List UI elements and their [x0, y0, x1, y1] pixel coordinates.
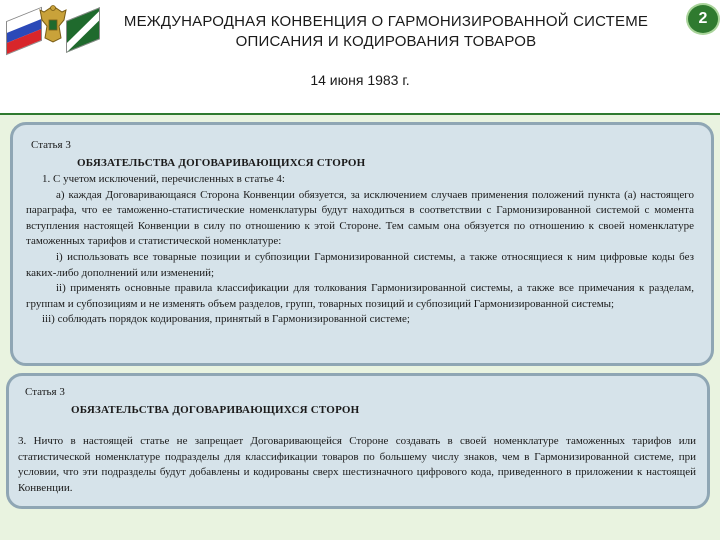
title-line-1: МЕЖДУНАРОДНАЯ КОНВЕНЦИЯ О ГАРМОНИЗИРОВАННОЙ СИСТЕМЕ [123, 13, 649, 30]
paragraph-a: а) каждая Договаривающаяся Сторона Конвенции обязуется, за исключением случаев применения положений пункта (а) настоящего параграфа, что ее таможенно-статистические номенклатуры будут находиться в соответствии с Гармонизированной системой с момента вступления настоящей Конвенции в силу по отношению к этой Стороне. Тем самым она обязуется по отношению к своей номенклатуре таможенных тарифов и статистической номенклатуре: [26, 188, 694, 248]
article-panel-2 [6, 373, 710, 509]
page-number-badge: 2 [686, 3, 720, 35]
document-date: 14 июня 1983 г. [310, 72, 410, 88]
paragraph-1: 1. С учетом исключений, перечисленных в статье 4: [42, 173, 285, 185]
customs-flag-icon [66, 7, 100, 53]
header [0, 0, 720, 114]
article-panel-1 [10, 122, 714, 366]
article-heading: ОБЯЗАТЕЛЬСТВА ДОГОВАРИВАЮЩИХСЯ СТОРОН [71, 404, 360, 416]
article-heading: ОБЯЗАТЕЛЬСТВА ДОГОВАРИВАЮЩИХСЯ СТОРОН [77, 157, 366, 169]
paragraph-i: i) использовать все товарные позиции и субпозиции Гармонизированной системы, а также относящиеся к ним цифровые коды без каких-либо дополнений или изменений; [26, 250, 694, 279]
article-body [26, 172, 694, 328]
paragraph-ii: ii) применять основные правила классификации для толкования Гармонизированной системы, а также все примечания к разделам, группам и субпозициям и не изменять объем разделов, групп, товарных позиций и субпозиций Гармонизированной системы; [26, 282, 694, 310]
paragraph-iii: iii) соблюдать порядок кодирования, принятый в Гармонизированной системе; [42, 313, 410, 326]
paragraph-3: 3. Ничто в настоящей статье не запрещает Договаривающейся Стороне создавать в своей номенклатуре таможенных тарифов или статистической номенклатуре подразделы для классификации товаров по большему числу знаков, чем в Гармонизированной системе, при условии, что эти подразделы будут добавлены и кодированы сверх шестизначного цифрового кода, приведенного в приложении к настоящей Конвенции. [18, 435, 696, 494]
title-line-2: ОПИСАНИЯ И КОДИРОВАНИЯ ТОВАРОВ [235, 33, 537, 50]
article-label: Статья 3 [31, 139, 71, 151]
emblem-icon [36, 2, 70, 46]
article-body [18, 434, 696, 496]
page-title [96, 12, 676, 52]
article-label: Статья 3 [25, 386, 65, 398]
header-divider [0, 113, 720, 115]
